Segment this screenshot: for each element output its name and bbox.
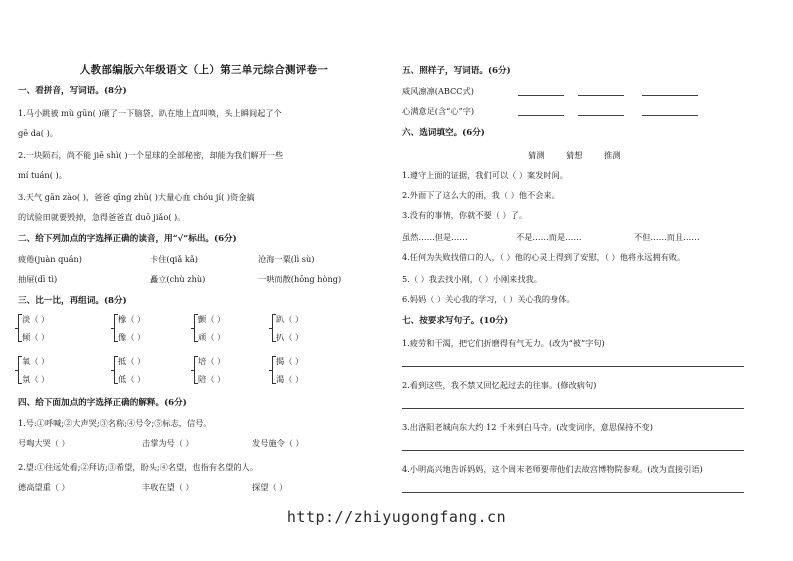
conj-choice: 不但……而且……	[634, 232, 700, 242]
section-6-heading: 六、选词填空。(6分)	[402, 128, 485, 138]
section-4-heading: 四、给下面加点的字选择正确的解释。(6分)	[18, 398, 187, 408]
compare-word: 渴（ ）	[276, 374, 304, 384]
bracket	[114, 314, 115, 342]
section-7-heading: 七、按要求写句子。(10分)	[402, 316, 509, 326]
answer-line[interactable]	[402, 408, 744, 409]
compare-word: 揭（ ）	[276, 356, 304, 366]
conj-choice: 虽然……但是……	[402, 232, 468, 242]
s6-line: 1.遵守上面的证据，我们可以（ ）案发时间。	[402, 170, 568, 180]
compare-word: 低（ ）	[118, 374, 146, 384]
s1-line-3: 2.一块陨石，尚不能 jiē shì( )一个星球的全部秘密，却能为我们解开一些	[18, 150, 284, 160]
s2-item-4: 抽屉(dī tì)	[18, 274, 58, 284]
s4-q2-item: 探望（ ）	[252, 482, 288, 492]
s1-line-5: 3.天气 gān zào( )，爸爸 qīng zhù( )大量心血 chóu jí( )资金搞	[18, 192, 255, 202]
compare-word: 淡（ ）	[22, 314, 50, 324]
s5-label-2: 心满意足(含“心”字)	[402, 106, 475, 116]
bracket	[18, 356, 19, 384]
answer-line[interactable]	[402, 492, 744, 493]
conj-choice: 不是……而是……	[516, 232, 582, 242]
compare-word: 倾（ ）	[22, 332, 50, 342]
answer-line[interactable]	[578, 115, 624, 116]
bracket	[114, 356, 115, 384]
compare-word: 氧（ ）	[22, 356, 50, 366]
s7-item: 3.出洛阳老城向东大约 12 千米到白马寺。(改变词序，意思保持不变)	[402, 422, 653, 432]
compare-word: 颤（ ）	[198, 314, 226, 324]
s2-item-1: 疲倦(juàn quán)	[18, 254, 83, 264]
s2-item-5: 矗立(chù zhù)	[150, 274, 206, 284]
answer-line[interactable]	[642, 115, 698, 116]
s6-line: 6.妈妈（ ）关心我的学习，（ ）关心我的身体。	[402, 294, 575, 304]
compare-word: 抵（ ）	[118, 356, 146, 366]
answer-line[interactable]	[402, 366, 744, 367]
bracket	[18, 314, 19, 342]
compare-word: 培（ ）	[198, 356, 226, 366]
answer-line[interactable]	[642, 95, 698, 96]
compare-word: 趴（ ）	[276, 314, 304, 324]
s6-line: 3.没有的事情，你就不要（ ）了。	[402, 210, 528, 220]
section-3-heading: 三、比一比，再组词。(8分)	[18, 296, 127, 306]
s4-q1-item: 击掌为号（ ）	[142, 438, 194, 448]
bracket	[194, 356, 195, 384]
s4-q1: 1.号:①呼喊;②大声哭;③名称;④号令;⑤标志，信号。	[18, 418, 212, 428]
compare-word: 扒（ ）	[276, 332, 304, 342]
bracket	[194, 314, 195, 342]
s4-q2: 2.望:①往远处看;②拜访;③希望，盼头;④名望，也指有名望的人。	[18, 462, 258, 472]
s5-label-1: 威风凛凛(ABCC式)	[402, 86, 474, 96]
page-title: 人教部编版六年级语文（上）第三单元综合测评卷一	[79, 64, 329, 76]
s2-item-2: 卡住(qiǎ kǎ)	[150, 254, 198, 264]
section-2-heading: 二、给下列加点的字选择正确的读音，用“√”标出。(6分)	[18, 234, 237, 244]
compare-word: 像（ ）	[118, 332, 146, 342]
s1-line-6: 的试验田就要毁掉，急得爸爸直 duō jiǎo( )。	[18, 212, 186, 222]
compare-word: 氛（ ）	[22, 374, 50, 384]
s2-item-6: 一哄而散(hōng hòng)	[258, 274, 342, 284]
s4-q2-item: 德高望重（ ）	[18, 482, 70, 492]
s4-q2-item: 丰收在望（ ）	[142, 482, 194, 492]
word-choice: 推测	[604, 150, 621, 160]
word-choice: 猜想	[566, 150, 583, 160]
s2-item-3: 沧海一粟(lì sù)	[258, 254, 315, 264]
s4-q1-item: 号啕大哭（ ）	[18, 438, 70, 448]
s6-line: 2.外面下了这么大的雨，我（ ）他不会来。	[402, 190, 560, 200]
compare-word: 陪（ ）	[198, 374, 226, 384]
footer-url[interactable]: http://zhiyugongfang.cn	[286, 508, 507, 526]
answer-line[interactable]	[518, 115, 564, 116]
section-5-heading: 五、照样子，写词语。(6分)	[402, 66, 511, 76]
s1-line-2: gē da( )。	[18, 128, 58, 138]
s1-line-4: mí tuán( )。	[18, 170, 67, 180]
s6-line: 4.任何为失败找借口的人，（ ）他的心灵上得到了安慰，（ ）他将永远拥有败。	[402, 252, 686, 262]
bracket	[272, 314, 273, 342]
answer-line[interactable]	[402, 450, 744, 451]
bracket	[272, 356, 273, 384]
compare-word: 橡（ ）	[118, 314, 146, 324]
answer-line[interactable]	[578, 95, 624, 96]
section-1-heading: 一、看拼音，写词语。(8分)	[18, 86, 127, 96]
s6-line: 5.（ ）我去找小刚，（ ）小刚来找我。	[402, 274, 542, 284]
word-choice: 猜测	[528, 150, 545, 160]
answer-line[interactable]	[518, 95, 564, 96]
s4-q1-item: 发号施令（ ）	[252, 438, 304, 448]
s7-item: 2.看到这些，我不禁又回忆起过去的往事。(修改病句)	[402, 380, 597, 390]
compare-word: 顽（ ）	[198, 332, 226, 342]
s7-item: 4.小明高兴地告诉妈妈，这个周末老师要带他们去故宫博物院参观。(改为直接引语)	[402, 464, 703, 474]
s7-item: 1.疲劳和干渴，把它们折磨得有气无力。(改为“被”字句)	[402, 338, 605, 348]
s1-line-1: 1.马小跳被 mù gūn( )砸了一下脑袋，趴在地上直叫唤，头上瞬间起了个	[18, 108, 282, 118]
